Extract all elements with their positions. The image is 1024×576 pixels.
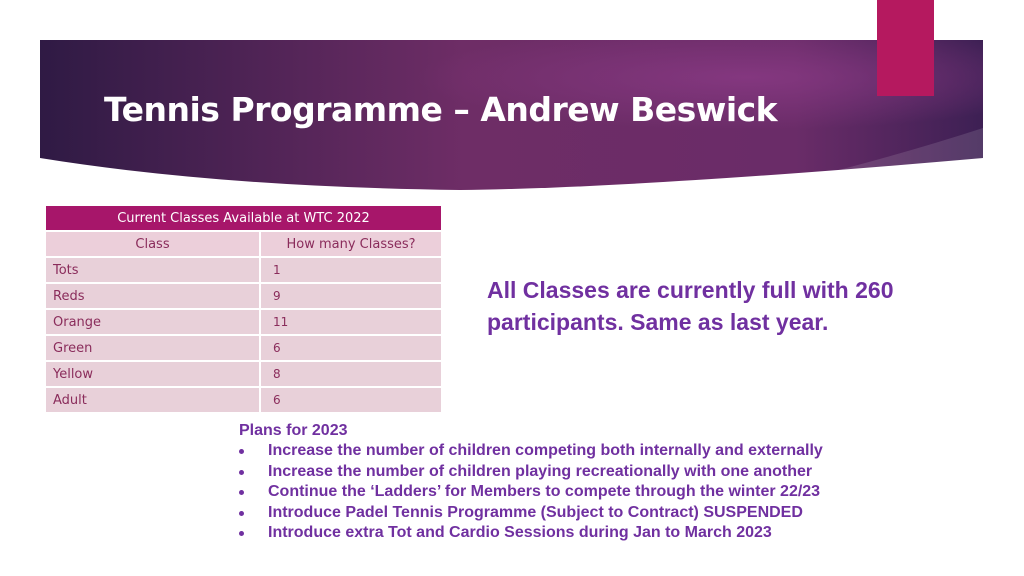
table-row [45, 387, 442, 413]
table-row [45, 283, 442, 309]
plan-text: Increase the number of children playing recreationally with one another [268, 462, 813, 480]
table-row [45, 309, 442, 335]
plans-list [239, 441, 899, 544]
column-header-class: Class [45, 231, 260, 257]
class-name: Reds [45, 283, 260, 309]
list-item [239, 523, 899, 544]
table-row [45, 335, 442, 361]
bullet-icon [239, 470, 244, 475]
bullet-icon [239, 531, 244, 536]
bullet-icon [239, 449, 244, 454]
class-name: Orange [45, 309, 260, 335]
class-count: 9 [260, 283, 442, 309]
class-count: 11 [260, 309, 442, 335]
accent-bar [877, 0, 934, 96]
list-item [239, 441, 899, 462]
plans-title: Plans for 2023 [239, 422, 348, 439]
plan-text: Increase the number of children competing both internally and externally [268, 442, 823, 459]
class-name: Tots [45, 257, 260, 283]
slide-title: Tennis Programme – Andrew Beswick [104, 90, 778, 129]
class-count: 1 [260, 257, 442, 283]
plans-section [239, 421, 899, 544]
table-row [45, 361, 442, 387]
table-caption-row [45, 205, 442, 231]
column-header-count: How many Classes? [260, 231, 442, 257]
bullet-icon [239, 490, 244, 495]
list-item [239, 462, 899, 483]
class-count: 6 [260, 387, 442, 413]
capacity-note: All Classes are currently full with 260 participants. Same as last year. [487, 277, 894, 335]
list-item [239, 503, 899, 524]
class-name: Yellow [45, 361, 260, 387]
class-name: Green [45, 335, 260, 361]
plan-text: Introduce extra Tot and Cardio Sessions during Jan to March 2023 [268, 524, 772, 541]
table-header-row [45, 231, 442, 257]
classes-table [44, 204, 443, 414]
class-name: Adult [45, 387, 260, 413]
class-count: 8 [260, 361, 442, 387]
bullet-icon [239, 511, 244, 516]
class-count: 6 [260, 335, 442, 361]
list-item [239, 482, 899, 503]
plan-text: Continue the ‘Ladders’ for Members to compete through the winter 22/23 [268, 483, 821, 500]
plan-text: Introduce Padel Tennis Programme (Subject to Contract) SUSPENDED [268, 503, 803, 521]
table-row [45, 257, 442, 283]
table-caption: Current Classes Available at WTC 2022 [45, 205, 442, 231]
